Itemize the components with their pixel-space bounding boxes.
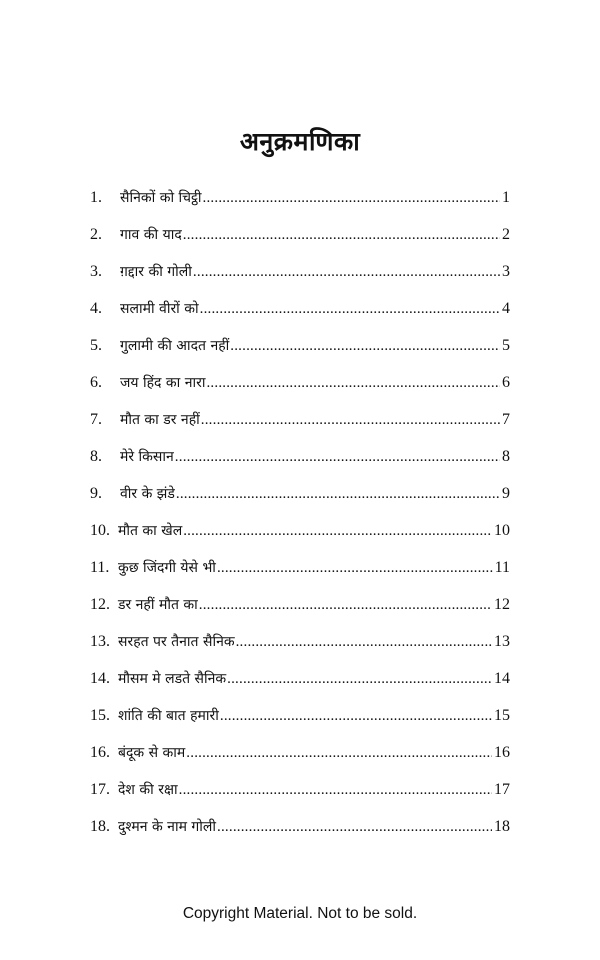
dot-leader: [203, 190, 500, 207]
toc-entry: [90, 336, 510, 373]
entry-title: डर नहीं मौत का: [118, 597, 198, 613]
dot-leader: [199, 597, 492, 614]
toc-entry: [90, 669, 510, 706]
entry-number: 7.: [90, 411, 102, 428]
dot-leader: [183, 523, 492, 540]
toc-entry: [90, 521, 510, 558]
page-title: अनुक्रमणिका: [239, 127, 361, 156]
toc-entry: [90, 780, 510, 817]
toc-entry: [90, 558, 510, 595]
dot-leader: [176, 486, 500, 503]
dot-leader: [227, 671, 492, 688]
toc-entry: [90, 373, 510, 410]
entry-number: 2.: [90, 226, 102, 243]
entry-number: 10.: [90, 522, 110, 539]
entry-title: मौत का खेल: [118, 523, 183, 539]
toc-entry: [90, 447, 510, 484]
entry-number: 13.: [90, 633, 110, 650]
dot-leader: [201, 412, 500, 429]
entry-title: जय हिंद का नारा: [120, 375, 206, 391]
dot-leader: [175, 449, 500, 466]
dot-leader: [200, 301, 500, 318]
toc-entry: [90, 484, 510, 521]
entry-page-number: 10: [494, 522, 510, 539]
entry-title: मौत का डर नहीं: [120, 412, 200, 428]
entry-page-number: 4: [502, 300, 510, 317]
entry-title: कुछ जिंदगी येसे भी: [118, 560, 216, 576]
entry-page-number: 18: [494, 818, 510, 835]
entry-page-number: 1: [502, 189, 510, 206]
entry-page-number: 15: [494, 707, 510, 724]
dot-leader: [236, 634, 492, 651]
dot-leader: [206, 375, 500, 392]
entry-page-number: 12: [494, 596, 510, 613]
dot-leader: [217, 819, 492, 836]
dot-leader: [183, 227, 500, 244]
entry-number: 17.: [90, 781, 110, 798]
entry-number: 18.: [90, 818, 110, 835]
entry-page-number: 16: [494, 744, 510, 761]
toc-entry: [90, 410, 510, 447]
entry-number: 5.: [90, 337, 102, 354]
entry-page-number: 14: [494, 670, 510, 687]
dot-leader: [230, 338, 500, 355]
entry-page-number: 17: [494, 781, 510, 798]
entry-title: बंदूक से काम: [118, 745, 186, 761]
entry-title: दुश्मन के नाम गोली: [118, 819, 217, 835]
entry-number: 1.: [90, 189, 102, 206]
copyright-footer: Copyright Material. Not to be sold.: [182, 905, 418, 922]
entry-number: 4.: [90, 300, 102, 317]
entry-page-number: 2: [502, 226, 510, 243]
entry-title: गुलामी की आदत नहीं: [120, 338, 230, 354]
toc-entry: [90, 225, 510, 262]
entry-page-number: 6: [502, 374, 510, 391]
entry-page-number: 3: [502, 263, 510, 280]
entry-page-number: 5: [502, 337, 510, 354]
entry-page-number: 8: [502, 448, 510, 465]
dot-leader: [220, 708, 492, 725]
toc-entry: [90, 299, 510, 336]
dot-leader: [186, 745, 492, 762]
entry-number: 8.: [90, 448, 102, 465]
entry-number: 3.: [90, 263, 102, 280]
dot-leader: [217, 560, 493, 577]
entry-title: गाव की याद: [120, 227, 182, 243]
toc-entry: [90, 706, 510, 743]
dot-leader: [179, 782, 492, 799]
entry-page-number: 9: [502, 485, 510, 502]
entry-number: 11.: [90, 559, 110, 576]
entry-title: सैनिकों को चिट्ठी: [120, 190, 202, 206]
toc-entry: [90, 743, 510, 780]
entry-title: सरहत पर तैनात सैनिक: [118, 634, 235, 650]
table-of-contents: [90, 188, 510, 854]
entry-number: 12.: [90, 596, 110, 613]
entry-number: 9.: [90, 485, 102, 502]
entry-number: 15.: [90, 707, 110, 724]
toc-entry: [90, 188, 510, 225]
entry-number: 6.: [90, 374, 102, 391]
entry-title: वीर के झंडे: [120, 486, 175, 502]
entry-page-number: 13: [494, 633, 510, 650]
entry-page-number: 11: [494, 559, 510, 576]
toc-entry: [90, 262, 510, 299]
entry-number: 14.: [90, 670, 110, 687]
toc-entry: [90, 632, 510, 669]
entry-title: शांति की बात हमारी: [118, 708, 219, 724]
entry-title: मौसम मे लडते सैनिक: [118, 671, 227, 687]
entry-number: 16.: [90, 744, 110, 761]
entry-title: सलामी वीरों को: [120, 301, 199, 317]
toc-entry: [90, 817, 510, 854]
entry-title: मेरे किसान: [120, 449, 174, 465]
dot-leader: [193, 264, 500, 281]
toc-entry: [90, 595, 510, 632]
entry-title: ग़द्दार की गोली: [120, 264, 192, 280]
entry-page-number: 7: [502, 411, 510, 428]
entry-title: देश की रक्षा: [118, 782, 178, 798]
